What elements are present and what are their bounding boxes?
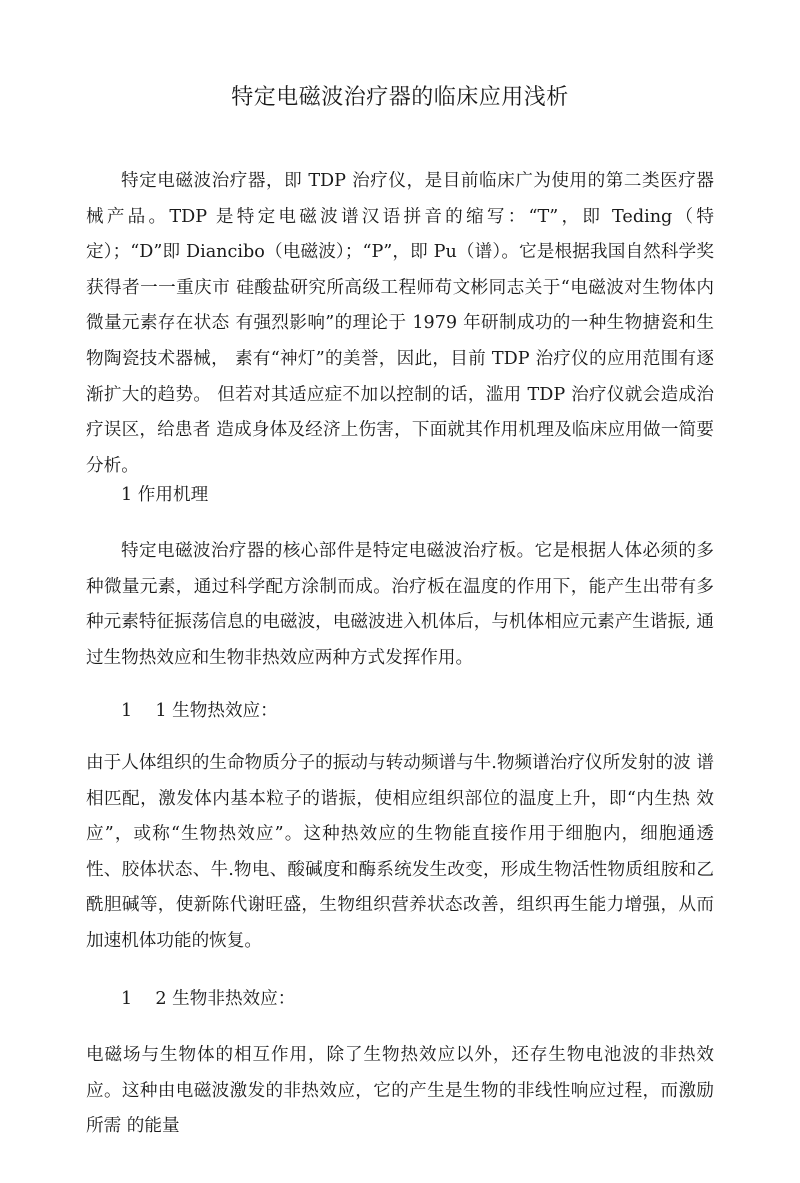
subsection-1-1-paragraph: 由于人体组织的生命物质分子的振动与转动频谱与牛.物频谱治疗仪所发射的波 谱相匹配，激发体内基本粒子的谐振，使相应组织部位的温度上升，即“内生热 效应”，或称“生物热效应”。这种热效应的生物能直接作用于细胞内，细胞通透 性、胶体状态、牛.物电、酸碱度和酶系统发生改变，形成生物活性物质组胺和乙 酰胆碱等，使新陈代谢旺盛，生物组织营养状态改善，组织再生能力增强，从而 加速机体功能的恢复。 — [86, 753, 714, 951]
section-1-heading: 1 作用机理 — [121, 485, 209, 505]
subsection-1-2-paragraph: 电磁场与生物体的相互作用，除了生物热效应以外，还存生物电池波的非热效应。这种由电磁波激发的非热效应，它的产生是生物的非线性响应过程，而激励所需 的能量 — [86, 1045, 714, 1137]
section-1-paragraph: 特定电磁波治疗器的核心部件是特定电磁波治疗板。它是根据人体必须的多 种微量元素，通过科学配方涂制而成。治疗板在温度的作用下，能产生出带有多 种元素特征振荡信息的电磁波，电磁波进入机体后，与机体相应元素产生谐振, 通过生物热效应和生物非热效应两种方式发挥作用。 — [86, 541, 714, 668]
subsection-1-2-heading: 1 2 生物非热效应： — [121, 989, 296, 1009]
document-title: 特定电磁波治疗器的临床应用浅析 — [231, 85, 569, 110]
subsection-1-1-heading: 1 1 生物热效应： — [121, 701, 278, 721]
intro-paragraph: 特定电磁波治疗器，即 TDP 治疗仪，是目前临床广为使用的第二类医疗器 械产品。TDP 是特定电磁波谱汉语拼音的缩写：“T”，即 Teding（特定）；“D”即 Diancibo（电磁波）；“P”，即 Pu（谱）。它是根据我国自然科学奖获得者一一重庆市 硅酸盐研究所高级工程师苟文彬同志关于“电磁波对生物体内微量元素存在状态 有强烈影响”的理论于 1979 年研制成功的一种生物搪瓷和生物陶瓷技术器械， 素有“神灯”的美誉，因此，目前 TDP 治疗仪的应用范围有逐渐扩大的趋势。 但若对其适应症不加以控制的话，滥用 TDP 治疗仪就会造成治疗误区，给患者 造成身体及经济上伤害，下面就其作用机理及临床应用做一简要分析。 — [86, 171, 714, 476]
